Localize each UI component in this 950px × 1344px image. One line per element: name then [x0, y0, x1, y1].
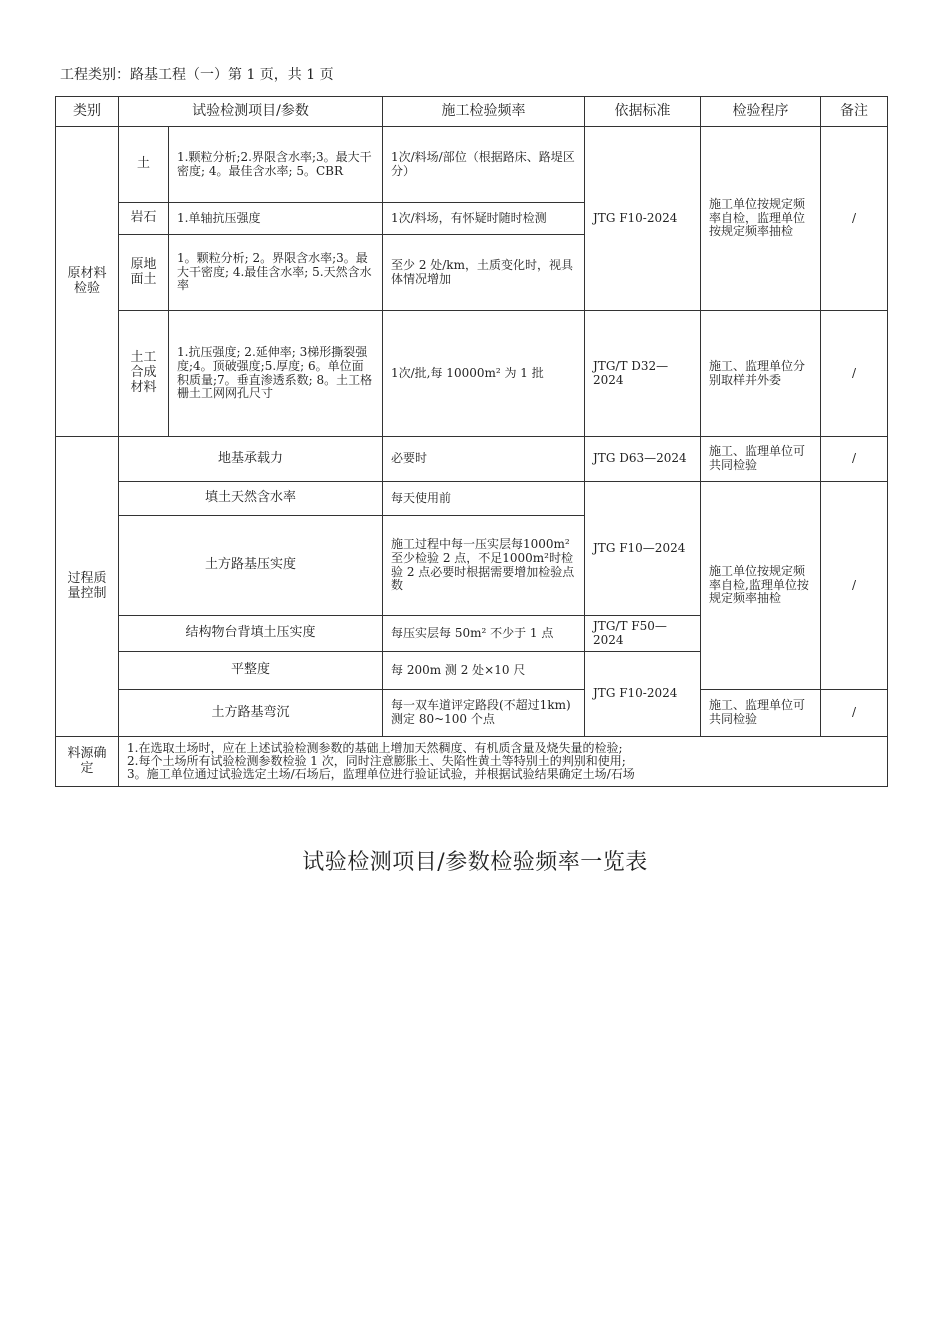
col-header-procedure: 检验程序	[701, 97, 821, 127]
category-material-source: 料源确定	[56, 737, 119, 787]
table-row	[56, 311, 888, 437]
subitem-soil: 土	[119, 127, 169, 203]
category-process-control: 过程质量控制	[56, 437, 119, 737]
standard-compaction-group: JTG F10—2024	[585, 482, 701, 616]
freq-fill-moisture: 每天使用前	[383, 482, 585, 516]
source-note: 3。施工单位通过试验选定土场/石场后，监理单位进行验证试验，并根据试验结果确定土场/石场	[127, 767, 635, 782]
subitem-native-soil: 原地面土	[119, 235, 169, 311]
col-header-frequency: 施工检验频率	[383, 97, 585, 127]
item-deflection: 土方路基弯沉	[119, 690, 383, 737]
freq-deflection: 每一双车道评定路段(不超过1km)测定 80~100 个点	[383, 690, 585, 737]
freq-rock: 1次/料场，有怀疑时随时检测	[383, 203, 585, 235]
table-header-row	[56, 97, 888, 127]
item-flatness: 平整度	[119, 652, 383, 690]
standard-backfill-compaction: JTG/T F50—2024	[585, 616, 701, 652]
params-soil: 1.颗粒分析;2.界限含水率;3。最大干密度; 4。最佳含水率; 5。CBR	[169, 127, 383, 203]
remark-geosynthetics: /	[821, 311, 888, 437]
table-row	[56, 127, 888, 203]
remark-bearing-capacity: /	[821, 437, 888, 482]
item-compaction: 土方路基压实度	[119, 516, 383, 616]
procedure-raw-group: 施工单位按规定频率自检，监理单位按规定频率抽检	[701, 127, 821, 311]
freq-geosynthetics: 1次/批,每 10000m² 为 1 批	[383, 311, 585, 437]
category-raw-materials: 原材料检验	[56, 127, 119, 437]
col-header-standard: 依据标准	[585, 97, 701, 127]
col-header-item: 试验检测项目/参数	[119, 97, 383, 127]
remark-raw-group: /	[821, 127, 888, 311]
procedure-process-group: 施工单位按规定频率自检,监理单位按规定频率抽检	[701, 482, 821, 690]
freq-compaction: 施工过程中每一压实层每1000m²至少检验 2 点，不足1000m²时检验 2 点必要时根据需要增加检验点数	[383, 516, 585, 616]
freq-flatness: 每 200m 测 2 处×10 尺	[383, 652, 585, 690]
subitem-rock: 岩石	[119, 203, 169, 235]
table-row	[56, 690, 888, 737]
table-row	[56, 737, 888, 787]
procedure-bearing-capacity: 施工、监理单位可共同检验	[701, 437, 821, 482]
col-header-category: 类别	[56, 97, 119, 127]
freq-soil: 1次/料场/部位（根据路床、路堤区分）	[383, 127, 585, 203]
table-row	[56, 482, 888, 516]
procedure-deflection: 施工、监理单位可共同检验	[701, 690, 821, 737]
standard-bearing-capacity: JTG D63—2024	[585, 437, 701, 482]
procedure-geosynthetics: 施工、监理单位分别取样并外委	[701, 311, 821, 437]
source-note: 1.在选取土场时，应在上述试验检测参数的基础上增加天然稠度、有机质含量及烧失量的检验;	[127, 740, 623, 755]
params-native-soil: 1。颗粒分析; 2。界限含水率;3。最大干密度; 4.最佳含水率; 5.天然含水率	[169, 235, 383, 311]
freq-bearing-capacity: 必要时	[383, 437, 585, 482]
item-fill-moisture: 填土天然含水率	[119, 482, 383, 516]
source-notes	[119, 737, 888, 787]
standard-flatness-deflection: JTG F10-2024	[585, 652, 701, 737]
standard-geosynthetics: JTG/T D32—2024	[585, 311, 701, 437]
item-bearing-capacity: 地基承载力	[119, 437, 383, 482]
standard-raw-group: JTG F10-2024	[585, 127, 701, 311]
subitem-geosynthetics: 土工合成材料	[119, 311, 169, 437]
remark-process-group: /	[821, 482, 888, 690]
freq-backfill-compaction: 每压实层每 50m² 不少于 1 点	[383, 616, 585, 652]
page-header-line: 工程类别：路基工程（一）第 1 页，共 1 页	[60, 67, 334, 83]
table-row	[56, 437, 888, 482]
params-geosynthetics: 1.抗压强度; 2.延伸率; 3梯形撕裂强度;4。顶破强度;5.厚度; 6。单位面积质量;7。垂直渗透系数; 8。土工格栅土工网网孔尺寸	[169, 311, 383, 437]
remark-deflection: /	[821, 690, 888, 737]
document-title: 试验检测项目/参数检验频率一览表	[302, 850, 648, 875]
source-note: 2.每个土场所有试验检测参数检验 1 次，同时注意膨胀土、失陷性黄土等特别土的判别和使用;	[127, 753, 626, 768]
params-rock: 1.单轴抗压强度	[169, 203, 383, 235]
freq-native-soil: 至少 2 处/km，土质变化时，视具体情况增加	[383, 235, 585, 311]
inspection-table	[55, 96, 888, 787]
item-backfill-compaction: 结构物台背填土压实度	[119, 616, 383, 652]
col-header-remark: 备注	[821, 97, 888, 127]
